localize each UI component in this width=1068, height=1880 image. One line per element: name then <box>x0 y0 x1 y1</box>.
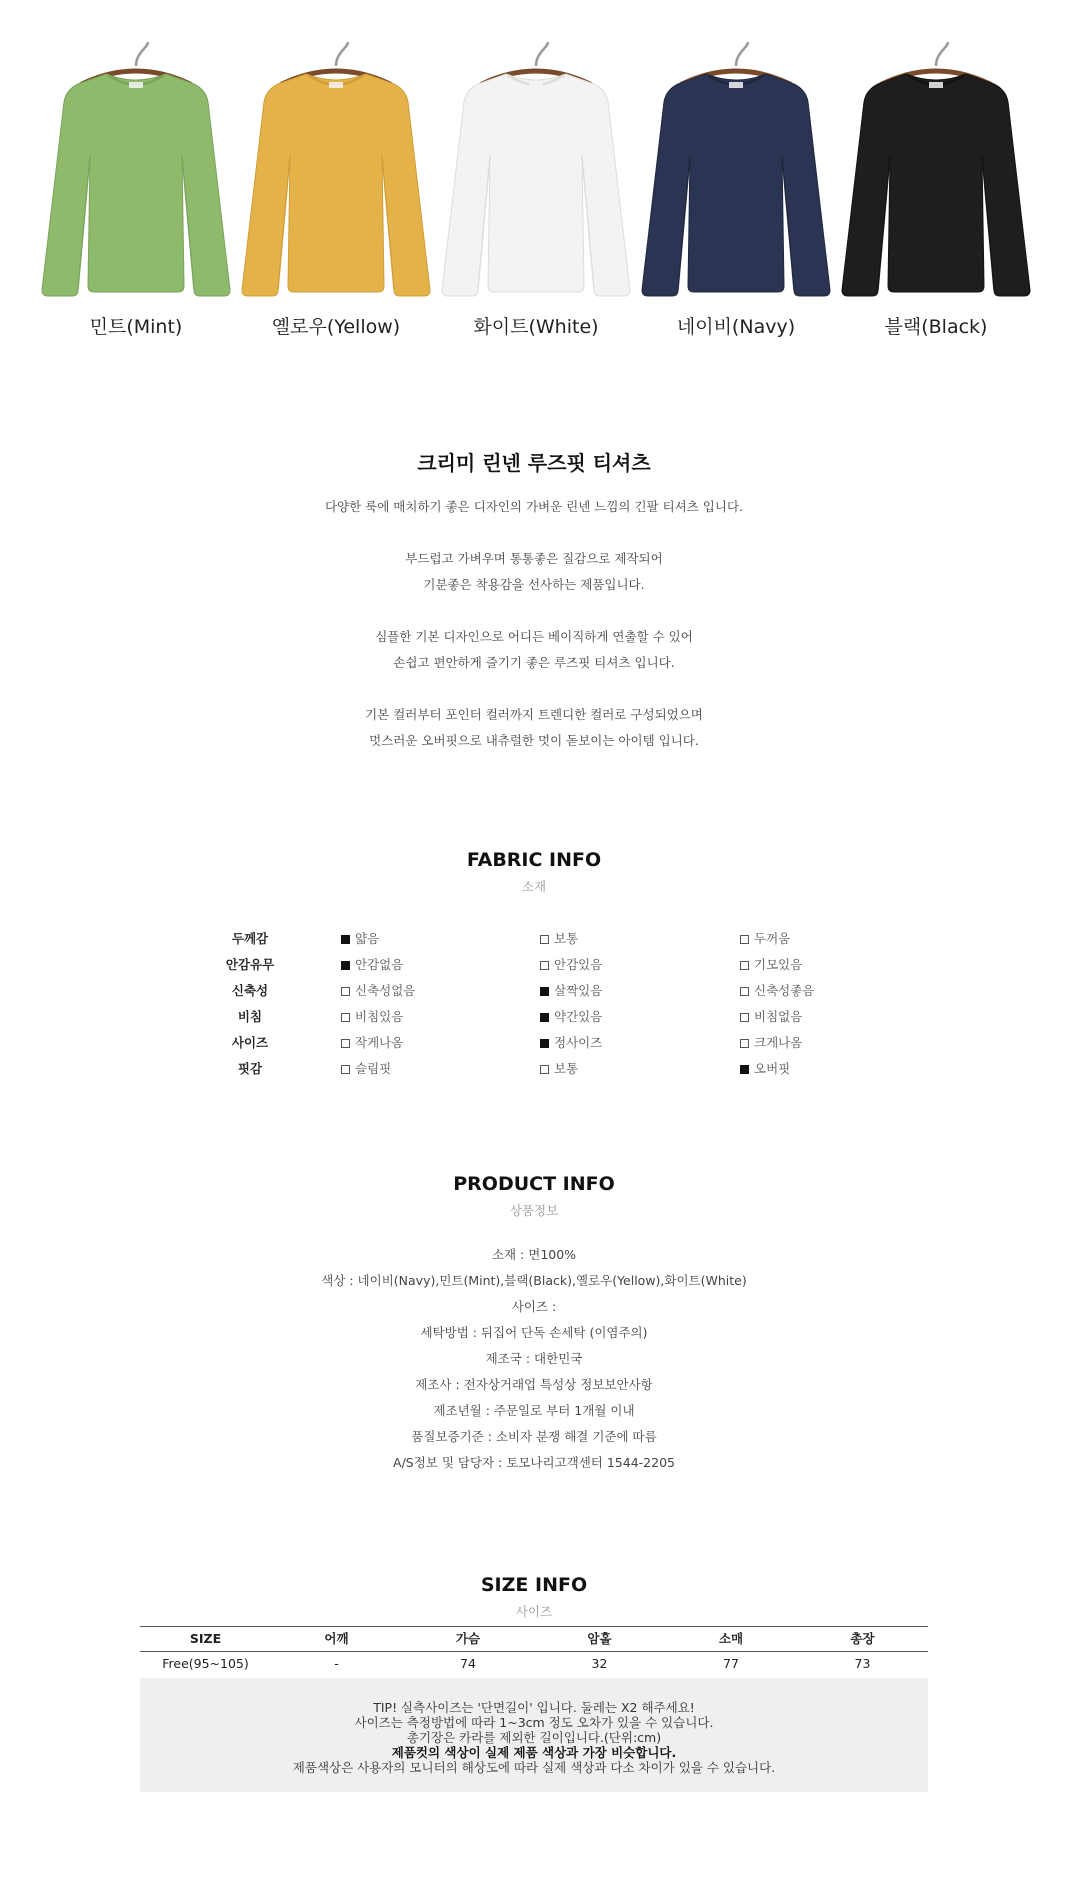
fabric-option-label: 오버핏 <box>754 1061 791 1076</box>
product-info-subtitle: 상품정보 <box>509 1203 559 1218</box>
color-swatch-row <box>36 40 1036 360</box>
checkbox-filled-icon <box>540 987 549 996</box>
intro-line: 부드럽고 가벼우며 통통좋은 질감으로 제작되어 <box>405 551 663 566</box>
product-info-line: 제조국 : 대한민국 <box>485 1351 583 1366</box>
size-header-cell: 가슴 <box>455 1631 481 1646</box>
size-cell: 74 <box>460 1656 476 1671</box>
fabric-option <box>341 955 403 973</box>
intro-line: 기분좋은 착용감을 선사하는 제품입니다. <box>423 577 645 592</box>
tip-line: 제품색상은 사용자의 모니터의 해상도에 따라 실제 색상과 다소 차이가 있을 수 있습니다. <box>292 1760 776 1775</box>
product-info-line: 제조년월 : 주문일로 부터 1개월 이내 <box>433 1403 635 1418</box>
product-info-line: 색상 : 네이비(Navy),민트(Mint),블랙(Black),옐로우(Yellow),화이트(White) <box>321 1273 747 1288</box>
fabric-option <box>341 1059 391 1077</box>
swatch-navy[interactable] <box>636 40 836 360</box>
fabric-row-label: 두께감 <box>231 931 269 946</box>
checkbox-empty-icon <box>341 987 350 996</box>
hanger-hook-icon <box>736 42 748 66</box>
product-info-line: 세탁방법 : 뒤집어 단독 손세탁 (이염주의) <box>420 1325 648 1340</box>
product-info-line: 품질보증기준 : 소비자 분쟁 해결 기준에 따름 <box>411 1429 657 1444</box>
fabric-row-label: 신축성 <box>231 983 269 998</box>
tshirt-tag <box>529 82 543 88</box>
size-header-cell: SIZE <box>189 1631 222 1646</box>
fabric-option-label: 기모있음 <box>754 957 803 972</box>
fabric-row-sheerness <box>0 1007 1068 1029</box>
fabric-option <box>341 1007 403 1025</box>
hanger-hook-icon <box>936 42 948 66</box>
checkbox-empty-icon <box>540 961 549 970</box>
swatch-yellow[interactable] <box>236 40 436 360</box>
intro-line: 심플한 기본 디자인으로 어디든 베이직하게 연출할 수 있어 <box>375 629 693 644</box>
fabric-option <box>341 1033 403 1051</box>
fabric-option-label: 보통 <box>554 931 579 946</box>
swatch-label: 블랙(Black) <box>884 316 988 338</box>
fabric-option <box>740 929 790 947</box>
tshirt-black-image <box>836 40 1036 302</box>
tshirt-navy-image <box>636 40 836 302</box>
checkbox-empty-icon <box>740 961 749 970</box>
size-tip-box <box>140 1678 928 1792</box>
intro-line: 다양한 룩에 매치하기 좋은 디자인의 가벼운 린넨 느낌의 긴팔 티셔츠 입니다. <box>324 499 744 514</box>
fabric-row-thickness <box>0 929 1068 951</box>
tip-line: TIP! 실측사이즈는 '단면길이' 입니다. 둘레는 X2 해주세요! <box>373 1700 695 1715</box>
swatch-black[interactable] <box>836 40 1036 360</box>
fabric-option <box>540 981 602 999</box>
intro-paragraph <box>0 546 1068 598</box>
size-header-cell: 암홀 <box>587 1631 612 1646</box>
fabric-option <box>740 1007 802 1025</box>
tshirt-body <box>842 74 1030 296</box>
fabric-option-label: 약간있음 <box>554 1009 603 1024</box>
fabric-option <box>540 1059 578 1077</box>
intro-paragraph <box>0 494 1068 520</box>
tshirt-body <box>442 74 630 296</box>
checkbox-empty-icon <box>341 1039 350 1048</box>
size-cell: 32 <box>591 1656 608 1671</box>
fabric-row-label: 안감유무 <box>225 957 275 972</box>
fabric-option <box>540 929 578 947</box>
fabric-option <box>740 955 802 973</box>
size-cell: 77 <box>723 1656 739 1671</box>
fabric-option <box>540 1033 602 1051</box>
fabric-option-label: 크게나옴 <box>754 1035 803 1050</box>
swatch-white[interactable] <box>436 40 636 360</box>
tshirt-yellow-image <box>236 40 436 302</box>
product-info-line: 제조사 : 전자상거래업 특성상 정보보안사항 <box>415 1377 653 1392</box>
fabric-row-size <box>0 1033 1068 1055</box>
fabric-row-label: 비침 <box>237 1009 263 1024</box>
fabric-info-title: FABRIC INFO <box>466 849 602 871</box>
fabric-option-label: 정사이즈 <box>554 1035 603 1050</box>
fabric-option-label: 신축성좋음 <box>754 983 815 998</box>
product-title: 크리미 린넨 루즈핏 티셔츠 <box>417 451 651 475</box>
tip-line: 사이즈는 측정방법에 따라 1~3cm 정도 오차가 있을 수 있습니다. <box>354 1715 714 1730</box>
fabric-option-label: 신축성없음 <box>355 983 416 998</box>
tshirt-tag <box>329 82 343 88</box>
product-info-line: A/S정보 및 담당자 : 토모나리고객센터 1544-2205 <box>393 1455 675 1470</box>
tshirt-tag <box>929 82 943 88</box>
tshirt-tag <box>729 82 743 88</box>
fabric-row-fit <box>0 1059 1068 1081</box>
checkbox-filled-icon <box>540 1013 549 1022</box>
checkbox-empty-icon <box>740 1039 749 1048</box>
product-info-line: 사이즈 : <box>511 1299 557 1314</box>
checkbox-filled-icon <box>341 935 350 944</box>
size-header-cell: 소매 <box>718 1631 744 1646</box>
swatch-mint[interactable] <box>36 40 236 360</box>
product-info-title: PRODUCT INFO <box>453 1173 615 1195</box>
checkbox-empty-icon <box>740 987 749 996</box>
hanger-hook-icon <box>536 42 548 66</box>
checkbox-empty-icon <box>540 935 549 944</box>
tip-line: 총기장은 카라를 제외한 길이입니다.(단위:cm) <box>406 1730 662 1745</box>
tip-line-emphasis: 제품컷의 색상이 실제 제품 색상과 가장 비슷합니다. <box>391 1745 677 1760</box>
fabric-option <box>341 929 379 947</box>
tshirt-body <box>42 74 230 296</box>
fabric-option-label: 안감있음 <box>554 957 603 972</box>
product-info-line: 소재 : 면100% <box>491 1247 577 1262</box>
tshirt-tag <box>129 82 143 88</box>
fabric-grid <box>0 929 1068 1109</box>
fabric-option <box>740 1059 790 1077</box>
intro-line: 멋스러운 오버핏으로 내츄럴한 멋이 돋보이는 아이템 입니다. <box>369 733 699 748</box>
fabric-row-label: 핏감 <box>237 1061 263 1076</box>
checkbox-empty-icon <box>540 1065 549 1074</box>
tshirt-mint-image <box>36 40 236 302</box>
size-cell: Free(95~105) <box>162 1656 249 1671</box>
checkbox-empty-icon <box>341 1013 350 1022</box>
intro-line: 기본 컬러부터 포인터 컬러까지 트렌디한 컬러로 구성되었으며 <box>365 707 703 722</box>
hanger-hook-icon <box>336 42 348 66</box>
fabric-option <box>540 955 602 973</box>
fabric-option <box>740 1033 802 1051</box>
hanger-hook-icon <box>136 42 148 66</box>
size-info-subtitle: 사이즈 <box>515 1604 553 1619</box>
size-header-cell: 총장 <box>850 1631 875 1646</box>
fabric-option <box>740 981 814 999</box>
tshirt-body <box>242 74 430 296</box>
intro-paragraph <box>0 624 1068 676</box>
swatch-label: 네이비(Navy) <box>676 316 796 338</box>
size-table-header <box>140 1626 928 1652</box>
size-info-title: SIZE INFO <box>480 1574 588 1596</box>
swatch-label: 옐로우(Yellow) <box>271 316 401 338</box>
fabric-option-label: 두꺼움 <box>754 931 791 946</box>
fabric-option-label: 안감없음 <box>355 957 404 972</box>
fabric-option-label: 얇음 <box>355 931 380 946</box>
checkbox-filled-icon <box>341 961 350 970</box>
fabric-option-label: 슬림핏 <box>355 1061 392 1076</box>
size-cell: 73 <box>854 1656 871 1671</box>
checkbox-empty-icon <box>341 1065 350 1074</box>
checkbox-empty-icon <box>740 1013 749 1022</box>
intro-line: 손쉽고 편안하게 즐기기 좋은 루즈핏 티셔츠 입니다. <box>393 655 675 670</box>
fabric-row-stretch <box>0 981 1068 1003</box>
fabric-row-lining <box>0 955 1068 977</box>
fabric-row-label: 사이즈 <box>231 1035 269 1050</box>
fabric-option <box>540 1007 602 1025</box>
fabric-info-subtitle: 소재 <box>521 879 547 894</box>
checkbox-filled-icon <box>540 1039 549 1048</box>
fabric-option-label: 보통 <box>554 1061 579 1076</box>
checkbox-empty-icon <box>740 935 749 944</box>
fabric-option-label: 비침없음 <box>754 1009 803 1024</box>
fabric-option <box>341 981 415 999</box>
table-row <box>140 1652 928 1678</box>
tshirt-body <box>642 74 830 296</box>
checkbox-filled-icon <box>740 1065 749 1074</box>
size-header-cell: 어깨 <box>324 1631 349 1646</box>
swatch-label: 화이트(White) <box>473 316 599 338</box>
intro-paragraph <box>0 702 1068 754</box>
tshirt-white-image <box>436 40 636 302</box>
fabric-option-label: 살짝있음 <box>554 983 603 998</box>
fabric-option-label: 작게나옴 <box>355 1035 404 1050</box>
size-cell: - <box>334 1656 339 1671</box>
swatch-label: 민트(Mint) <box>89 316 183 338</box>
fabric-option-label: 비침있음 <box>355 1009 404 1024</box>
